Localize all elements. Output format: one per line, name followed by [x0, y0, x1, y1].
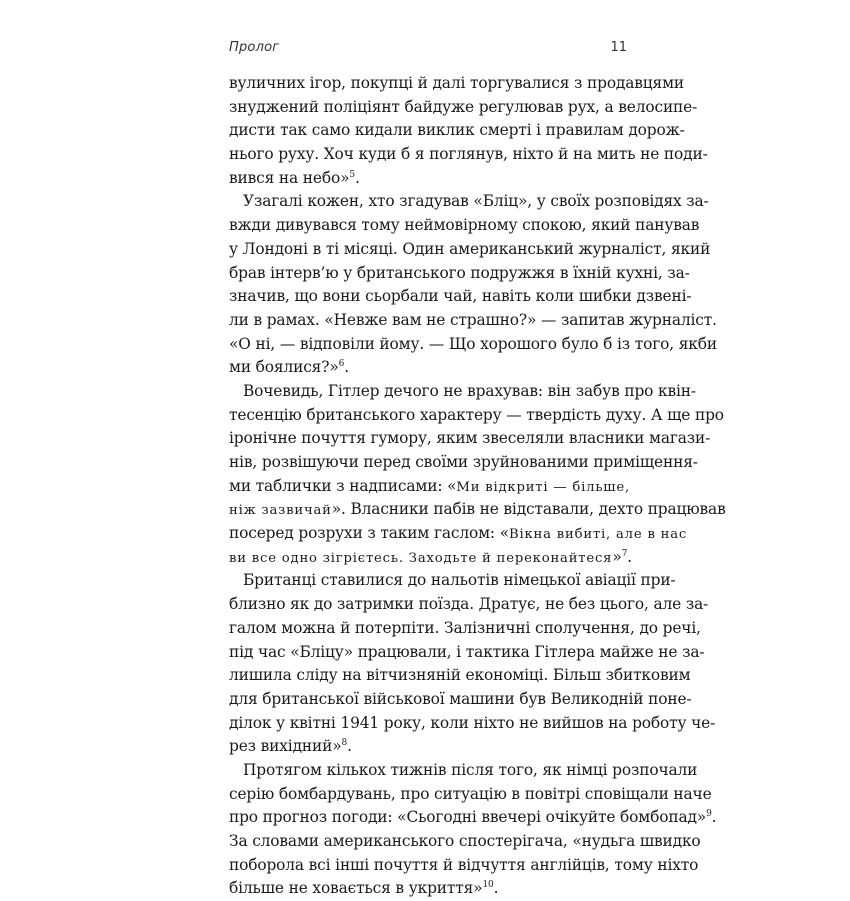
line-text: дисти так само кидали виклик смерті і правилам дорож- — [229, 121, 685, 140]
line-text: » — [612, 547, 622, 566]
line-text: іронічне почуття гумору, яким звеселяли власники магази- — [229, 429, 711, 448]
line-text: . — [711, 808, 717, 827]
text-line — [229, 783, 712, 807]
text-line — [229, 285, 692, 309]
text-line — [229, 238, 711, 262]
line-text: . — [344, 358, 349, 377]
line-text: поборола всі інші почуття й відчуття англійців, тому ніхто — [229, 855, 699, 874]
running-title: Пролог — [229, 40, 280, 55]
text-line — [229, 854, 699, 878]
text-line — [229, 119, 685, 143]
line-text: За словами американського спостерігача, «нудьга швидко — [229, 832, 701, 850]
line-text: нів, розвішуючи перед своїми зруйнованими приміщення- — [229, 453, 698, 471]
text-line — [229, 333, 717, 357]
line-text: вжди дивувався тому неймовірному спокою, який панував — [229, 216, 700, 235]
text-line — [229, 451, 698, 475]
line-text: . — [354, 168, 360, 187]
small-caps-text: ніж зазвичай — [229, 503, 332, 519]
line-text: . — [627, 547, 632, 566]
text-line — [229, 877, 627, 901]
page-number: 11 — [610, 40, 627, 55]
line-text: ми боялися?» — [229, 358, 339, 377]
line-text: ли в рамах. «Невже вам не страшно?» — запитав журналіст. — [229, 310, 717, 329]
text-line — [229, 546, 632, 570]
line-text: нього руху. Хоч куди б я поглянув, ніхто й на мить не поди- — [229, 145, 708, 164]
footnote-ref: 8 — [341, 738, 348, 749]
footnote-ref: 7 — [621, 548, 628, 559]
line-text: у Лондоні в ті місяці. Один американський журналіст, який — [229, 239, 711, 258]
text-line — [229, 427, 711, 451]
text-line — [229, 143, 708, 167]
text-line — [229, 167, 627, 191]
line-text: . — [347, 737, 352, 756]
text-line — [229, 593, 709, 617]
small-caps-text: Ми відкриті — більше, — [456, 479, 630, 495]
line-text: тесенцію британського характеру — твердість духу. А ще про — [229, 405, 724, 424]
text-line — [229, 380, 696, 404]
line-text: Британці ставилися до нальотів німецької авіації при- — [243, 571, 676, 590]
text-line — [229, 830, 701, 854]
line-text: вився на небо» — [229, 168, 350, 187]
text-line — [229, 190, 709, 214]
line-text: знуджений поліціянт байдуже регулював рух, а велосипе- — [229, 97, 698, 116]
line-text: ми таблички з надписами: « — [229, 476, 457, 495]
line-text: для британської військової машини був Великодній поне- — [229, 689, 692, 708]
line-text: Протягом кількох тижнів після того, як німці розпочали — [243, 760, 698, 779]
footnote-ref: 5 — [349, 169, 355, 180]
line-text: вуличних ігор, покупці й далі торгувалися з продавцями — [229, 74, 685, 92]
text-line — [229, 664, 691, 688]
line-text: Узагалі кожен, хто згадував «Бліц», у своїх розповідях за- — [243, 192, 709, 211]
footnote-ref: 6 — [338, 359, 345, 370]
line-text: брав інтерв’ю у британського подружжя в їхній кухні, за- — [229, 263, 690, 282]
text-line — [229, 641, 705, 665]
line-text: про прогноз погоди: «Сьогодні ввечері очікуйте бомбопад» — [229, 808, 707, 827]
text-line — [229, 214, 700, 238]
line-text: рез вихідний» — [229, 737, 342, 756]
line-text: більше не ховається в укриття» — [229, 879, 483, 898]
footnote-ref: 9 — [706, 809, 712, 820]
line-text: галом можна й потерпіти. Залізничні сполучення, до речі, — [229, 618, 701, 637]
line-text: ». Власники пабів не відставали, дехто працював — [331, 500, 726, 519]
line-text: Вочевидь, Гітлер дечого не врахував: він забув про квін- — [243, 381, 696, 400]
line-text: . — [493, 879, 499, 898]
line-text: серію бомбардувань, про ситуацію в повітрі сповіщали наче — [229, 784, 712, 803]
text-line — [229, 617, 701, 641]
footnote-ref: 10 — [482, 880, 494, 891]
text-line — [229, 522, 688, 546]
text-line — [229, 475, 630, 499]
line-text: ділок у квітні 1941 року, коли ніхто не вийшов на роботу че- — [229, 713, 716, 732]
running-head — [229, 40, 627, 60]
line-text: «О ні, — відповіли йому. — Що хорошого було б із того, якби — [229, 334, 717, 353]
text-line — [229, 712, 716, 736]
text-line — [229, 309, 717, 333]
text-line — [229, 498, 726, 522]
line-text: під час «Бліцу» працювали, і тактика Гітлера майже не за- — [229, 642, 705, 661]
line-text: лишила сліду на вітчизняній економіці. Більш збитковим — [229, 666, 691, 685]
text-line — [229, 569, 676, 593]
body-text — [229, 72, 726, 901]
text-line — [229, 262, 690, 286]
text-line — [229, 735, 627, 759]
text-line — [229, 96, 698, 120]
small-caps-text: Вікна вибиті, але в нас — [508, 527, 688, 543]
text-line — [229, 806, 717, 830]
small-caps-text: ви все одно зігрієтесь. Заходьте й переконайтеся — [229, 550, 613, 566]
text-line — [229, 759, 698, 783]
text-line — [229, 688, 692, 712]
line-text: посеред розрухи з таким гаслом: « — [229, 524, 509, 543]
line-text: значив, що вони сьорбали чай, навіть коли шибки дзвені- — [229, 287, 692, 306]
line-text: близно як до затримки поїзда. Дратує, не без цього, але за- — [229, 595, 709, 614]
text-line — [229, 356, 627, 380]
text-line — [229, 72, 685, 96]
text-line — [229, 404, 724, 428]
